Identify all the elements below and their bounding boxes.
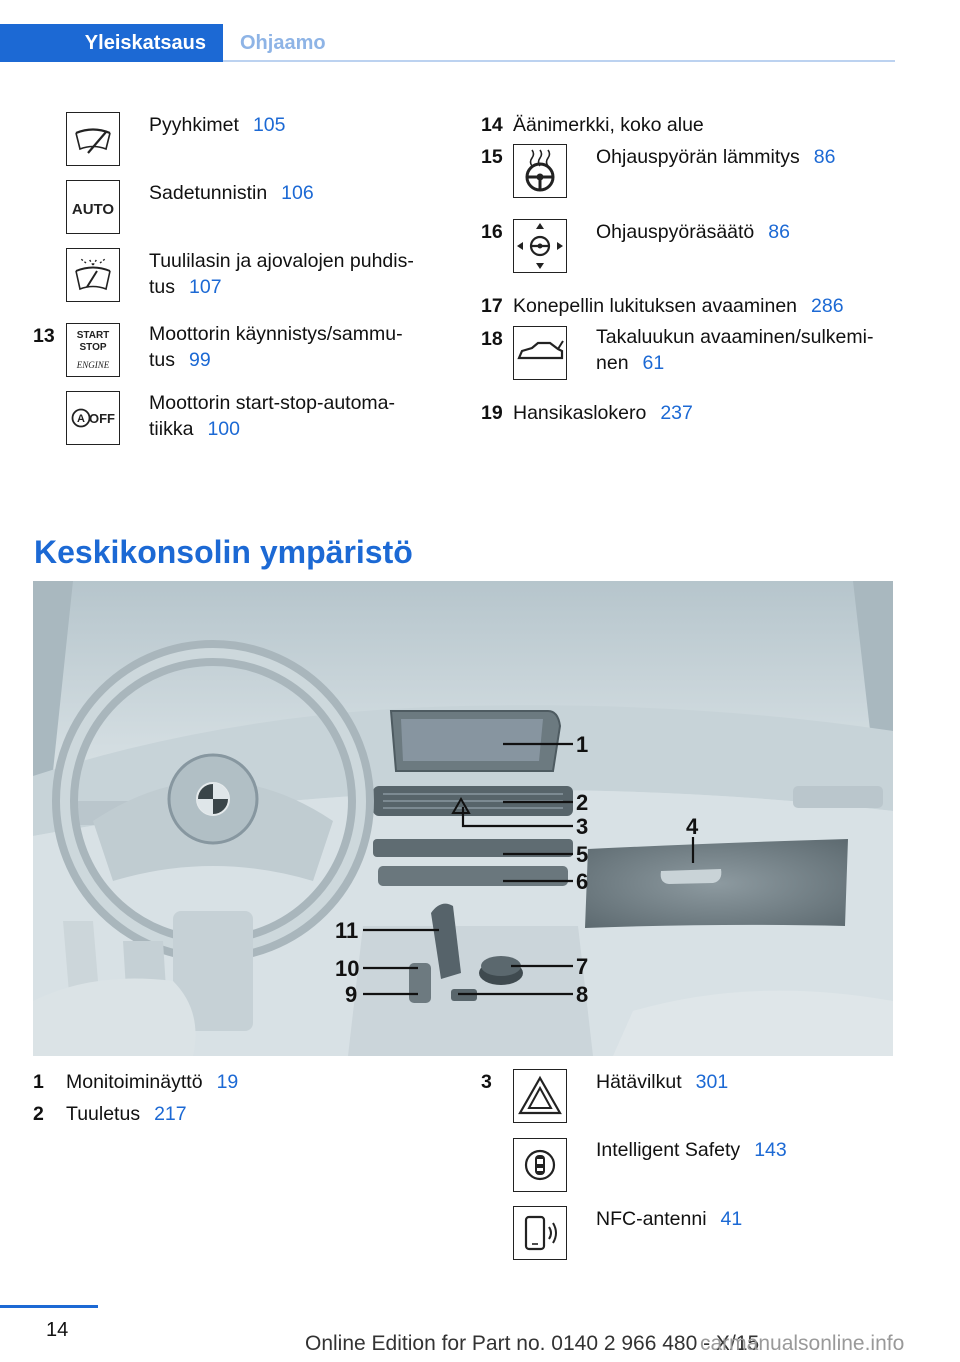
steering-wheel-heating-icon [513,144,567,198]
page-link[interactable]: 143 [754,1139,787,1161]
icon-text: STOP [79,342,107,353]
auto-start-stop-off-icon [66,391,120,445]
start-stop-engine-icon [66,323,120,377]
list-item: Sadetunnistin 106 [149,182,314,204]
callout-8: 8 [576,982,589,1007]
item-number: 19 [481,402,503,424]
page-link[interactable]: 106 [281,182,314,204]
page-link[interactable]: 86 [813,146,836,168]
callout-10: 10 [335,956,360,981]
list-item: Moottorin start-stop-automa- tiikka 100 [149,392,396,440]
tab-yleiskatsaus[interactable]: Yleiskatsaus [0,24,223,62]
page-link[interactable]: 61 [642,352,665,374]
header-rule [223,60,895,62]
section-title: Keskikonsolin ympäristö [34,534,413,570]
tab-ohjaamo[interactable]: Ohjaamo [240,32,326,54]
page-link[interactable]: 217 [154,1103,187,1125]
list-item: Moottorin käynnistys/sammu- tus 99 [149,323,403,371]
washer-icon [66,248,120,302]
list-item: Monitoiminäyttö 19 [66,1071,239,1093]
hazard-warning-icon [513,1069,567,1123]
page-link[interactable]: 19 [216,1071,239,1093]
item-number: 16 [481,221,503,243]
callout-2: 2 [576,790,589,815]
list-item: Ohjauspyöräsäätö 86 [596,221,790,243]
page-link[interactable]: 107 [189,276,222,298]
page-link[interactable]: 41 [720,1208,743,1230]
list-item: Ohjauspyörän lämmitys 86 [596,146,836,168]
item-number: 3 [481,1071,492,1093]
callout-5: 5 [576,842,589,867]
watermark: carmanualsonline.info [700,1332,905,1355]
icon-text: START [76,330,110,341]
footer-edition: Online Edition for Part no. 0140 2 966 480 - X/15 [305,1332,760,1355]
icon-text: ENGINE [76,360,110,370]
item-number: 17 [481,295,503,317]
page-link[interactable]: 100 [207,418,240,440]
page-link[interactable]: 105 [252,114,286,136]
page-link[interactable]: 286 [811,295,844,317]
footer-rule [0,1305,98,1308]
callout-7: 7 [576,954,589,979]
nfc-antenna-icon [513,1206,567,1260]
intelligent-safety-icon [513,1138,567,1192]
icon-text: AUTO [71,201,115,218]
page-number: 14 [46,1319,69,1341]
auto-rain-sensor-icon [66,180,120,234]
list-item: NFC-antenni 41 [596,1208,743,1230]
list-item: Tuulilasin ja ajovalojen puhdis- tus 107 [149,250,414,298]
list-item: Intelligent Safety 143 [596,1139,787,1161]
list-item: Pyyhkimet 105 [149,114,286,136]
page-link[interactable]: 237 [660,402,693,424]
list-item: Takaluukun avaaminen/sulkemi- nen 61 [596,326,874,374]
list-item: Hätävilkut 301 [596,1071,729,1093]
callout-4: 4 [686,814,699,839]
item-number: 1 [33,1071,44,1093]
callout-1: 1 [576,732,589,757]
item-number: 15 [481,146,503,168]
trunk-lid-icon [513,326,567,380]
callout-6: 6 [576,869,589,894]
page-link[interactable]: 301 [695,1071,729,1093]
item-number: 18 [481,328,503,350]
steering-wheel-adjust-icon [513,219,567,273]
wiper-icon [66,112,120,166]
list-item: Konepellin lukituksen avaaminen 286 [513,295,844,317]
list-item: Tuuletus 217 [66,1103,187,1125]
list-item: Hansikaslokero 237 [513,402,693,424]
page-link[interactable]: 99 [189,349,211,371]
svg-text:A: A [77,413,85,425]
list-item: Äänimerkki, koko alue [513,114,704,136]
callout-9: 9 [345,982,358,1007]
icon-text: OFF [89,411,115,426]
item-number: 2 [33,1103,44,1125]
callout-3: 3 [576,814,589,839]
item-number: 14 [481,114,503,136]
callout-11: 11 [335,918,359,943]
page-link[interactable]: 86 [768,221,790,243]
item-number: 13 [33,325,55,347]
cockpit-illustration [33,581,893,1056]
